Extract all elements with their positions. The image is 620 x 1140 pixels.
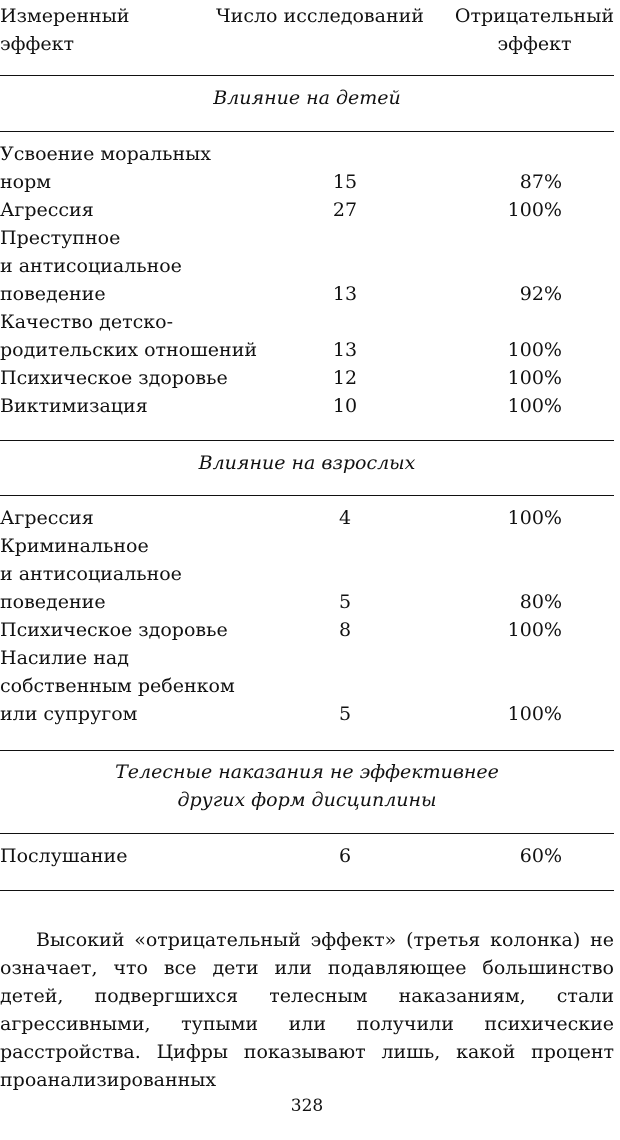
- table-row: [0, 644, 614, 672]
- row-label: или супругом: [0, 703, 138, 725]
- table-row: [0, 252, 614, 280]
- row-label: Психическое здоровье: [0, 619, 228, 641]
- table-rule: [0, 833, 614, 834]
- row-label: и антисоциальное: [0, 563, 182, 585]
- row-label: поведение: [0, 283, 106, 305]
- row-label: поведение: [0, 591, 106, 613]
- studies-count: 12: [332, 367, 358, 389]
- table-row: [0, 560, 614, 588]
- body-paragraph: Высокий «отрицательный эффект» (третья колонка) не означает, что все дети или подавляющее большинство детей, подвергшихся телесным наказаниям, стали агрессивными, тупыми или получили психические расстройства. Цифры показывают лишь, какой процент проанализированных: [0, 929, 614, 1091]
- row-label: и антисоциальное: [0, 255, 182, 277]
- table-row: [0, 700, 614, 728]
- section-title-children: Влияние на детей: [213, 87, 401, 109]
- negative-percent: 87%: [519, 171, 562, 193]
- table-row: [0, 280, 614, 308]
- negative-percent: 100%: [507, 395, 562, 417]
- table-rule: [0, 131, 614, 132]
- studies-count: 5: [338, 703, 352, 725]
- table-row: [0, 504, 614, 532]
- studies-count: 15: [332, 171, 358, 193]
- table-row: [0, 224, 614, 252]
- row-label: родительских отношений: [0, 339, 258, 361]
- table-rule: [0, 75, 614, 76]
- table-row: [0, 168, 614, 196]
- studies-count: 10: [332, 395, 358, 417]
- table-rule: [0, 440, 614, 441]
- negative-percent: 100%: [507, 367, 562, 389]
- studies-count: 8: [338, 619, 352, 641]
- table-row: [0, 308, 614, 336]
- table-row: [0, 336, 614, 364]
- negative-percent: 100%: [507, 703, 562, 725]
- row-label: Послушание: [0, 845, 128, 867]
- negative-percent: 100%: [507, 619, 562, 641]
- header-number-of-studies: Число исследований: [216, 5, 424, 27]
- row-label: Усвоение моральных: [0, 143, 211, 165]
- section-title-discipline: Телесные наказания не эффективнее других форм дисциплины: [115, 761, 499, 811]
- table-row: [0, 392, 614, 420]
- studies-count: 13: [332, 339, 358, 361]
- table-row: [0, 616, 614, 644]
- table-row: [0, 196, 614, 224]
- row-label: Качество детско-: [0, 311, 173, 333]
- table-rule: [0, 750, 614, 751]
- row-label: Криминальное: [0, 535, 149, 557]
- table-rule: [0, 495, 614, 496]
- row-label: Агрессия: [0, 199, 94, 221]
- header-negative-effect: Отрицательный эффект: [454, 5, 614, 55]
- row-label: собственным ребенком: [0, 675, 235, 697]
- negative-percent: 80%: [519, 591, 562, 613]
- row-label: норм: [0, 171, 52, 193]
- row-label: Виктимизация: [0, 395, 148, 417]
- table-row: [0, 140, 614, 168]
- table-row: [0, 672, 614, 700]
- header-measured-effect: Измеренный эффект: [0, 5, 130, 55]
- row-label: Насилие над: [0, 647, 129, 669]
- studies-count: 5: [338, 591, 352, 613]
- studies-count: 4: [338, 507, 352, 529]
- table-row: [0, 588, 614, 616]
- negative-percent: 100%: [507, 339, 562, 361]
- negative-percent: 60%: [519, 845, 562, 867]
- table-row: [0, 532, 614, 560]
- negative-percent: 92%: [519, 283, 562, 305]
- negative-percent: 100%: [507, 507, 562, 529]
- table-rule: [0, 890, 614, 891]
- studies-count: 6: [338, 845, 352, 867]
- studies-count: 27: [332, 199, 358, 221]
- row-label: Психическое здоровье: [0, 367, 228, 389]
- table-row: [0, 364, 614, 392]
- studies-count: 13: [332, 283, 358, 305]
- section-title-adults: Влияние на взрослых: [198, 452, 416, 474]
- table-row: [0, 842, 614, 870]
- page-number: 328: [290, 1096, 324, 1116]
- row-label: Агрессия: [0, 507, 94, 529]
- row-label: Преступное: [0, 227, 121, 249]
- negative-percent: 100%: [507, 199, 562, 221]
